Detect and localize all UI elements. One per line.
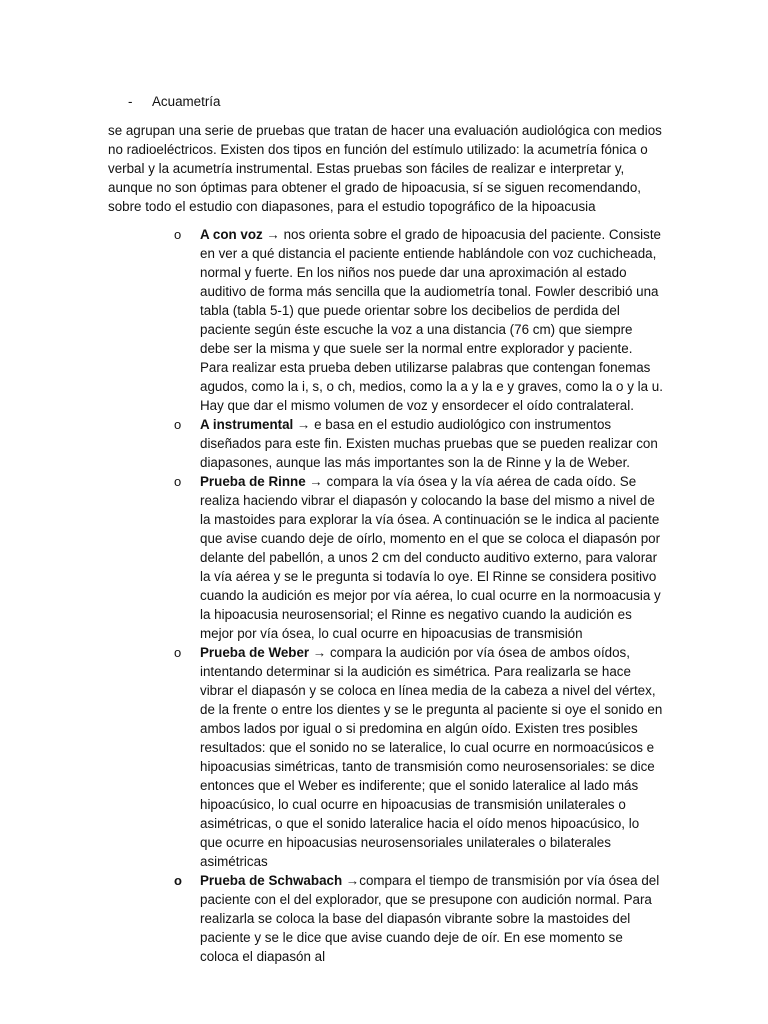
item-text: →compara el tiempo de transmisión por vía ósea del paciente con el del explorador, que se presupone con audición normal. Para realizarla se coloca la base del diapasón vibrante sobre la mastoides del paciente y se le dice que avise cuando deje de oír. En ese momento se coloca el diapasón al — [200, 873, 660, 964]
list-item-a-instrumental — [174, 415, 664, 472]
item-text: → nos orienta sobre el grado de hipoacusia del paciente. Consiste en ver a qué distancia el paciente entiende hablándole con voz cuchicheada, normal y fuerte. En los niños nos puede dar una aproximación al estado auditivo de forma más sencilla que la audiometría tonal. Fowler describió una tabla (tabla 5-1) que puede orientar sobre los decibelios de perdida del paciente según éste escuche la voz a una distancia (76 cm) que siempre debe ser la misma y que suele ser la normal entre explorador y paciente. Para realizar esta prueba deben utilizarse palabras que contengan fonemas agudos, como la i, s, o ch, medios, como la a y la e y graves, como la o y la u. Hay que dar el mismo volumen de voz y ensordecer el oído contralateral. — [200, 227, 663, 413]
heading-dash: - — [128, 94, 133, 109]
item-term: A con voz — [200, 227, 263, 242]
item-text: → e basa en el estudio audiológico con instrumentos diseñados para este fin. Existen muchas pruebas que se pueden realizar con diapasones, aunque las más importantes son la de Rinne y la de Weber. — [200, 417, 658, 470]
item-text: → compara la vía ósea y la vía aérea de cada oído. Se realiza haciendo vibrar el diapasón y colocando la base del mismo a nivel de la mastoides para explorar la vía ósea. A continuación se le indica al paciente que avise cuando deje de oírlo, momento en el que se coloca el diapasón por delante del pabellón, a unos 2 cm del conducto auditivo externo, para valorar la vía aérea y se le pregunta si todavía lo oye. El Rinne se considera positivo cuando la audición es mejor por vía aérea, lo cual ocurre en la normoacusia y la hipoacusia neurosensorial; el Rinne es negativo cuando la audición es mejor por vía ósea, lo cual ocurre en hipoacusias de transmisión — [200, 474, 661, 641]
list-item-prueba-de-rinne — [174, 472, 664, 643]
bullet-icon: o — [174, 474, 182, 489]
item-term: Prueba de Rinne — [200, 474, 306, 489]
item-term: Prueba de Schwabach — [200, 873, 343, 888]
intro-paragraph: se agrupan una serie de pruebas que tratan de hacer una evaluación audiológica con medios no radioeléctricos. Existen dos tipos en función del estímulo utilizado: la acumetría fónica o verbal y la acumetría instrumental. Estas pruebas son fáciles de realizar e interpretar y, aunque no son óptimas para obtener el grado de hipoacusia, sí se siguen recomendando, sobre todo el estudio con diapasones, para el estudio topográfico de la hipoacusia — [108, 123, 662, 214]
list-item-prueba-de-weber — [174, 643, 664, 871]
bullet-icon: o — [174, 645, 182, 660]
list-item-a-con-voz — [174, 225, 664, 415]
list-item-prueba-de-schwabach — [174, 871, 664, 966]
item-term: Prueba de Weber — [200, 645, 310, 660]
item-term: A instrumental — [200, 417, 294, 432]
bullet-icon: o — [174, 417, 182, 432]
item-text: → compara la audición por vía ósea de ambos oídos, intentando determinar si la audición es simétrica. Para realizarla se hace vibrar el diapasón y se coloca en línea media de la cabeza a nivel del vértex, de la frente o entre los dientes y se le pregunta al paciente si oye el sonido en ambos lados por igual o si predomina en algún oído. Existen tres posibles resultados: que el sonido no se lateralice, lo cual ocurre en normoacúsicos e hipoacusias simétricas, tanto de transmisión como neurosensoriales: se dice entonces que el Weber es indiferente; que el sonido lateralice al lado más hipoacúsico, lo cual ocurre en hipoacusias de transmisión unilaterales o asimétricas, o que el sonido lateralice hacia el oído menos hipoacúsico, lo que ocurre en hipoacusias neurosensoriales unilaterales o bilaterales asimétricas — [200, 645, 663, 869]
heading-title: Acuametría — [152, 94, 221, 109]
test-list — [174, 225, 664, 966]
section-heading — [128, 92, 220, 111]
bullet-icon: o — [174, 227, 182, 242]
bullet-icon: o — [174, 873, 182, 888]
